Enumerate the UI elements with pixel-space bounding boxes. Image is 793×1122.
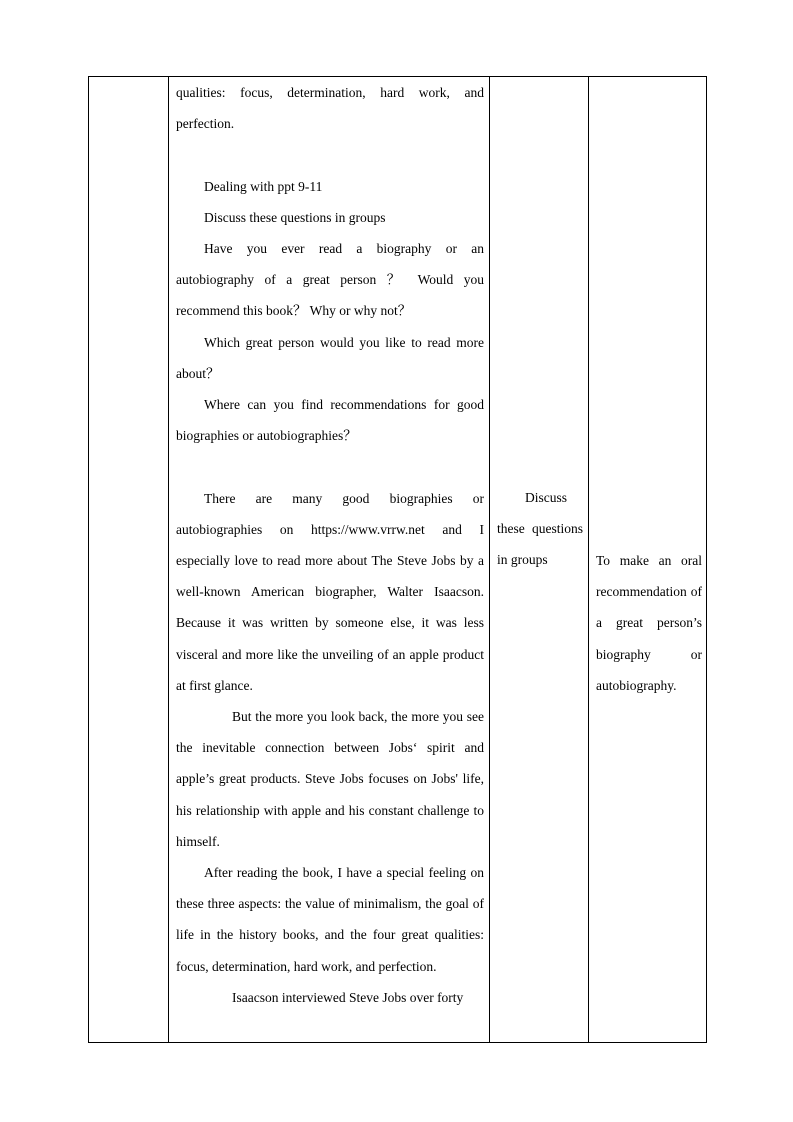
content-paragraph: Have you ever read a biography or an autobiography of a great person ？ Would you recommend this book？ Why or why not？ <box>176 241 484 319</box>
content-paragraph: Dealing with ppt 9-11 <box>204 178 323 194</box>
design-purpose-column <box>589 77 707 1042</box>
lesson-table <box>88 76 707 1043</box>
purpose-text: To make an oral recommendation of a great person’s biography or autobiography. <box>596 553 702 693</box>
activity-text: Discuss these questions in groups <box>497 490 583 568</box>
content-paragraph: Discuss these questions in groups <box>204 209 386 225</box>
content-paragraph: qualities: focus, determination, hard work, and perfection. <box>176 85 484 132</box>
content-paragraph: Which great person would you like to read more about？ <box>176 334 484 381</box>
teaching-content-column <box>169 77 489 1042</box>
stage-column <box>89 77 168 1042</box>
content-paragraph: But the more you look back, the more you see the inevitable connection between Jobs‘ spirit and apple’s great products. Steve Jobs focuses on Jobs' life, his relationship with apple and his constant challenge to himself. <box>176 709 484 849</box>
content-paragraph: After reading the book, I have a special feeling on these three aspects: the value of minimalism, the goal of life in the history books, and the four great qualities: focus, determination, hard work, and perfection. <box>176 865 484 974</box>
content-paragraph: There are many good biographies or autobiographies on https://www.vrrw.net and I especially love to read more about The Steve Jobs by a well-known American biographer, Walter Isaacson. Because it was written by someone else, it was less visceral and more like the unveiling of an apple product at first glance. <box>176 490 484 693</box>
content-paragraph: Isaacson interviewed Steve Jobs over forty <box>232 989 464 1005</box>
content-paragraph: Where can you find recommendations for good biographies or autobiographies？ <box>176 397 484 444</box>
student-activity-column <box>490 77 588 1042</box>
